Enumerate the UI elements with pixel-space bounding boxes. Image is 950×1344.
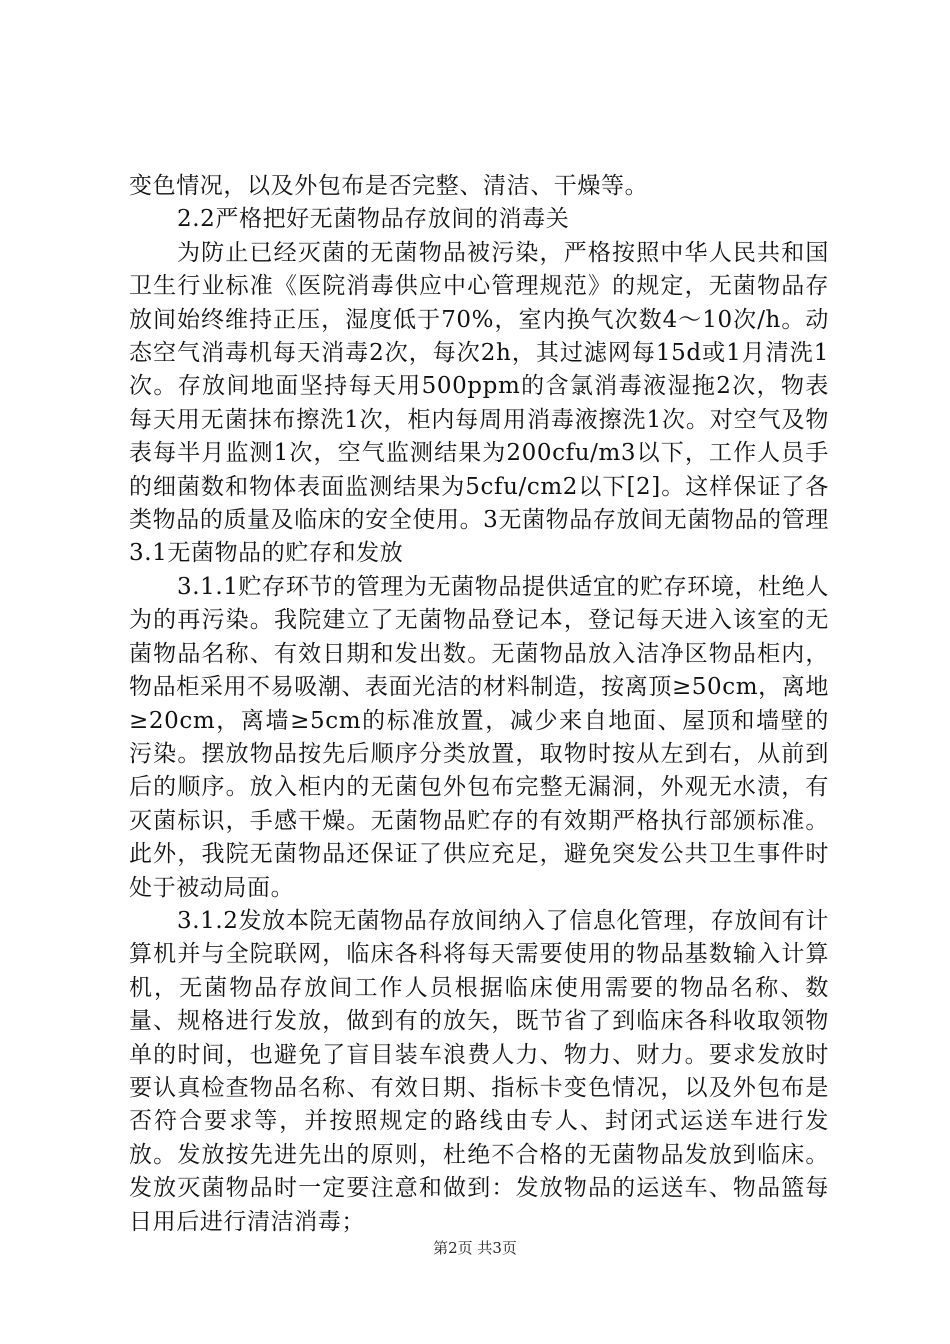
document-body (129, 170, 829, 1239)
section-heading-2-2: 2.2严格把好无菌物品存放间的消毒关 (177, 206, 570, 233)
paragraph-3: 为防止已经灭菌的无菌物品被污染，严格按照中华人民共和国卫生行业标准《医院消毒供应中心管理规范》的规定，无菌物品存放间始终维持正压，湿度低于70%，室内换气次数4～10次/h。动态空气消毒机每天消毒2次，每次2h，其过滤网每15d或1月清洗1次。存放间地面坚持每天用500ppm的含氯消毒液湿拖2次，物表每天用无菌抹布擦洗1次，柜内每周用消毒液擦洗1次。对空气及物表每半月监测1次，空气监测结果为200cfu/m3以下，工作人员手的细菌数和物体表面监测结果为5cfu/cm2以下[2]。这样保证了各类物品的质量及临床的安全使用。3无菌物品存放间无菌物品的管理3.1无菌物品的贮存和发放 (129, 239, 829, 567)
paragraph-4: 3.1.1贮存环节的管理为无菌物品提供适宜的贮存环境，杜绝人为的再污染。我院建立了无菌物品登记本，登记每天进入该室的无菌物品名称、有效日期和发出数。无菌物品放入洁净区物品柜内，物品柜采用不易吸潮、表面光洁的材料制造，按离顶≥50cm，离地≥20cm，离墙≥5cm的标准放置，减少来自地面、屋顶和墙壁的污染。摆放物品按先后顺序分类放置，取物时按从左到右，从前到后的顺序。放入柜内的无菌包外包布完整无漏洞，外观无水渍，有灭菌标识，手感干燥。无菌物品贮存的有效期严格执行部颁标准。此外，我院无菌物品还保证了供应充足，避免突发公共卫生事件时处于被动局面。 (129, 573, 829, 901)
paragraph-5: 3.1.2发放本院无菌物品存放间纳入了信息化管理，存放间有计算机并与全院联网，临床各科将每天需要使用的物品基数输入计算机，无菌物品存放间工作人员根据临床使用需要的物品名称、数量、规格进行发放，做到有的放矢，既节省了到临床各科收取领物单的时间，也避免了盲目装车浪费人力、物力、财力。要求发放时要认真检查物品名称、有效日期、指标卡变色情况，以及外包布是否符合要求等，并按照规定的路线由专人、封闭式运送车进行发放。发放按先进先出的原则，杜绝不合格的无菌物品发放到临床。发放灭菌物品时一定要注意和做到：发放物品的运送车、物品篮每日用后进行清洁消毒； (129, 907, 829, 1235)
paragraph-1: 变色情况，以及外包布是否完整、清洁、干燥等。 (129, 173, 649, 199)
page-footer: 第2页 共3页 (433, 1239, 517, 1257)
